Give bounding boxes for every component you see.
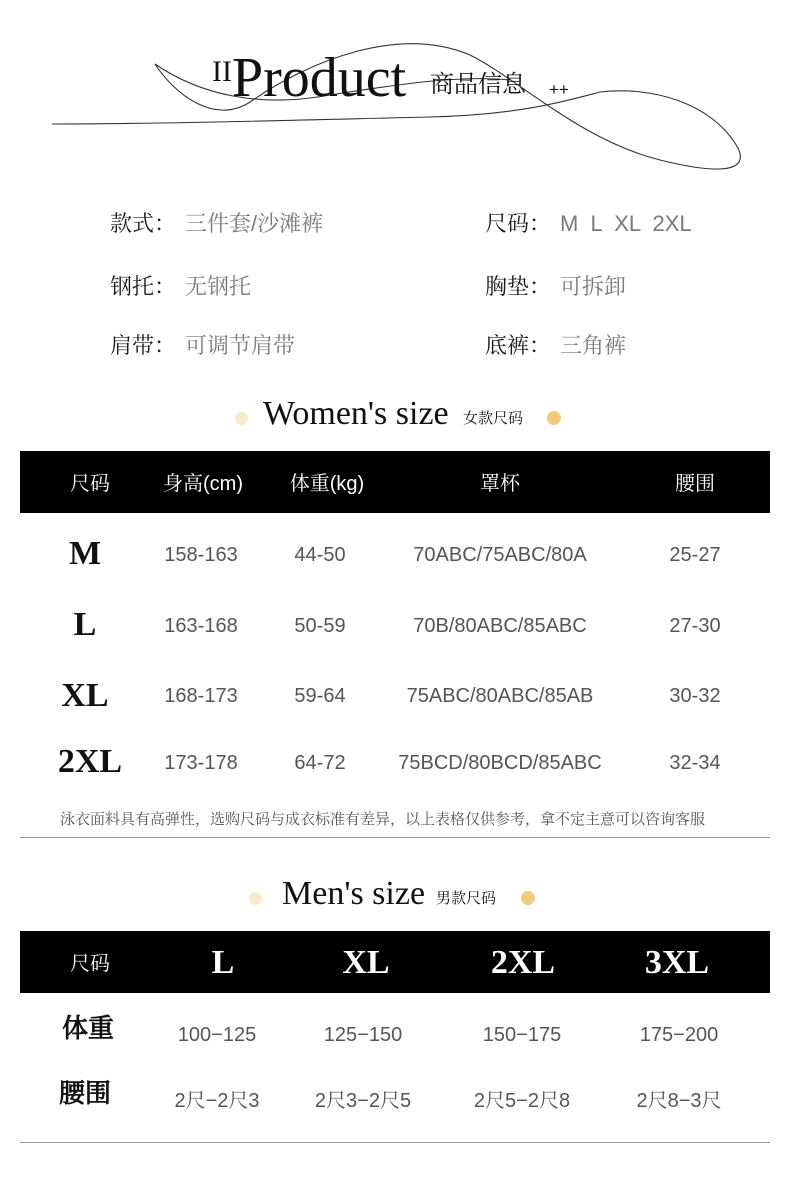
women-row-waist: 30-32 <box>669 685 721 707</box>
women-section-subtitle: 女款尺码 <box>463 410 524 427</box>
men-row-value: 2尺3−2尺5 <box>314 1090 412 1112</box>
men-section-subtitle: 男款尺码 <box>436 890 497 907</box>
women-row-size-label: M <box>68 535 102 572</box>
decorative-dot-right <box>521 891 535 905</box>
info-padding-value: 可拆卸 <box>560 274 627 299</box>
women-header-weight: 体重(kg) <box>289 473 365 495</box>
women-section-title: Women's size <box>263 395 449 432</box>
title-bars-ornament: II <box>212 55 232 88</box>
women-row-size-label: L <box>73 606 97 643</box>
info-size-label: 尺码： <box>485 211 552 236</box>
women-header-waist: 腰围 <box>675 473 715 495</box>
men-row-label-waist: 腰围 <box>58 1079 111 1109</box>
men-header-size-3xl: 3XL <box>644 944 710 981</box>
decorative-dot-left <box>235 412 248 425</box>
women-row-weight: 59-64 <box>294 685 346 707</box>
women-row-weight: 64-72 <box>294 752 346 774</box>
info-size-value: M L XL 2XL <box>560 211 692 236</box>
women-row-waist: 25-27 <box>669 544 721 566</box>
info-style-label: 款式： <box>110 211 177 236</box>
sizing-note: 泳衣面料具有高弹性，选购尺码与成衣标准有差异，以上表格仅供参考，拿不定主意可以咨询客服 <box>60 811 706 828</box>
women-row-cup: 75ABC/80ABC/85AB <box>406 685 594 707</box>
women-row-weight: 50-59 <box>294 615 346 637</box>
men-row-value: 150−175 <box>482 1024 562 1046</box>
info-style-value: 三件套/沙滩裤 <box>185 211 324 236</box>
info-bottom-label: 底裤： <box>485 333 552 358</box>
decorative-dot-left <box>249 892 262 905</box>
women-row-height: 163-168 <box>164 615 238 637</box>
men-row-value: 2尺8−3尺 <box>636 1090 722 1112</box>
women-header-height: 身高(cm) <box>163 473 243 495</box>
info-bottom-value: 三角裤 <box>560 333 627 358</box>
title-plus-ornament: ++ <box>549 80 569 99</box>
women-row-size-label: 2XL <box>57 743 123 780</box>
men-row-value: 125−150 <box>323 1024 403 1046</box>
decorative-dot-right <box>547 411 561 425</box>
women-row-height: 168-173 <box>164 685 238 707</box>
men-row-value: 2尺−2尺3 <box>174 1090 260 1112</box>
page-subtitle: 商品信息 <box>430 71 526 98</box>
women-row-waist: 32-34 <box>669 752 721 774</box>
info-underwire-label: 钢托： <box>110 274 177 299</box>
men-row-value: 175−200 <box>639 1024 719 1046</box>
men-header-size-l: L <box>211 944 235 981</box>
women-row-cup: 70ABC/75ABC/80A <box>413 544 587 566</box>
men-header-size-2xl: 2XL <box>490 944 556 981</box>
women-row-size-label: XL <box>61 677 109 714</box>
women-row-height: 173-178 <box>164 752 238 774</box>
divider-line <box>20 1142 770 1143</box>
info-strap-label: 肩带： <box>110 333 177 358</box>
men-section-title: Men's size <box>282 875 426 912</box>
men-row-label-weight: 体重 <box>61 1014 114 1044</box>
women-row-weight: 44-50 <box>294 544 346 566</box>
women-header-cup: 罩杯 <box>480 473 520 495</box>
info-underwire-value: 无钢托 <box>185 274 252 299</box>
men-row-value: 100−125 <box>177 1024 257 1046</box>
info-strap-value: 可调节肩带 <box>185 333 296 358</box>
women-row-height: 158-163 <box>164 544 238 566</box>
divider-line <box>20 837 770 838</box>
women-header-size: 尺码 <box>70 473 110 495</box>
men-header-size: 尺码 <box>70 953 110 975</box>
page-title: Product <box>232 47 407 109</box>
men-row-value: 2尺5−2尺8 <box>473 1090 571 1112</box>
women-row-waist: 27-30 <box>669 615 721 637</box>
women-row-cup: 75BCD/80BCD/85ABC <box>398 752 602 774</box>
women-row-cup: 70B/80ABC/85ABC <box>413 615 587 637</box>
men-header-size-xl: XL <box>342 944 390 981</box>
info-padding-label: 胸垫： <box>485 274 552 299</box>
